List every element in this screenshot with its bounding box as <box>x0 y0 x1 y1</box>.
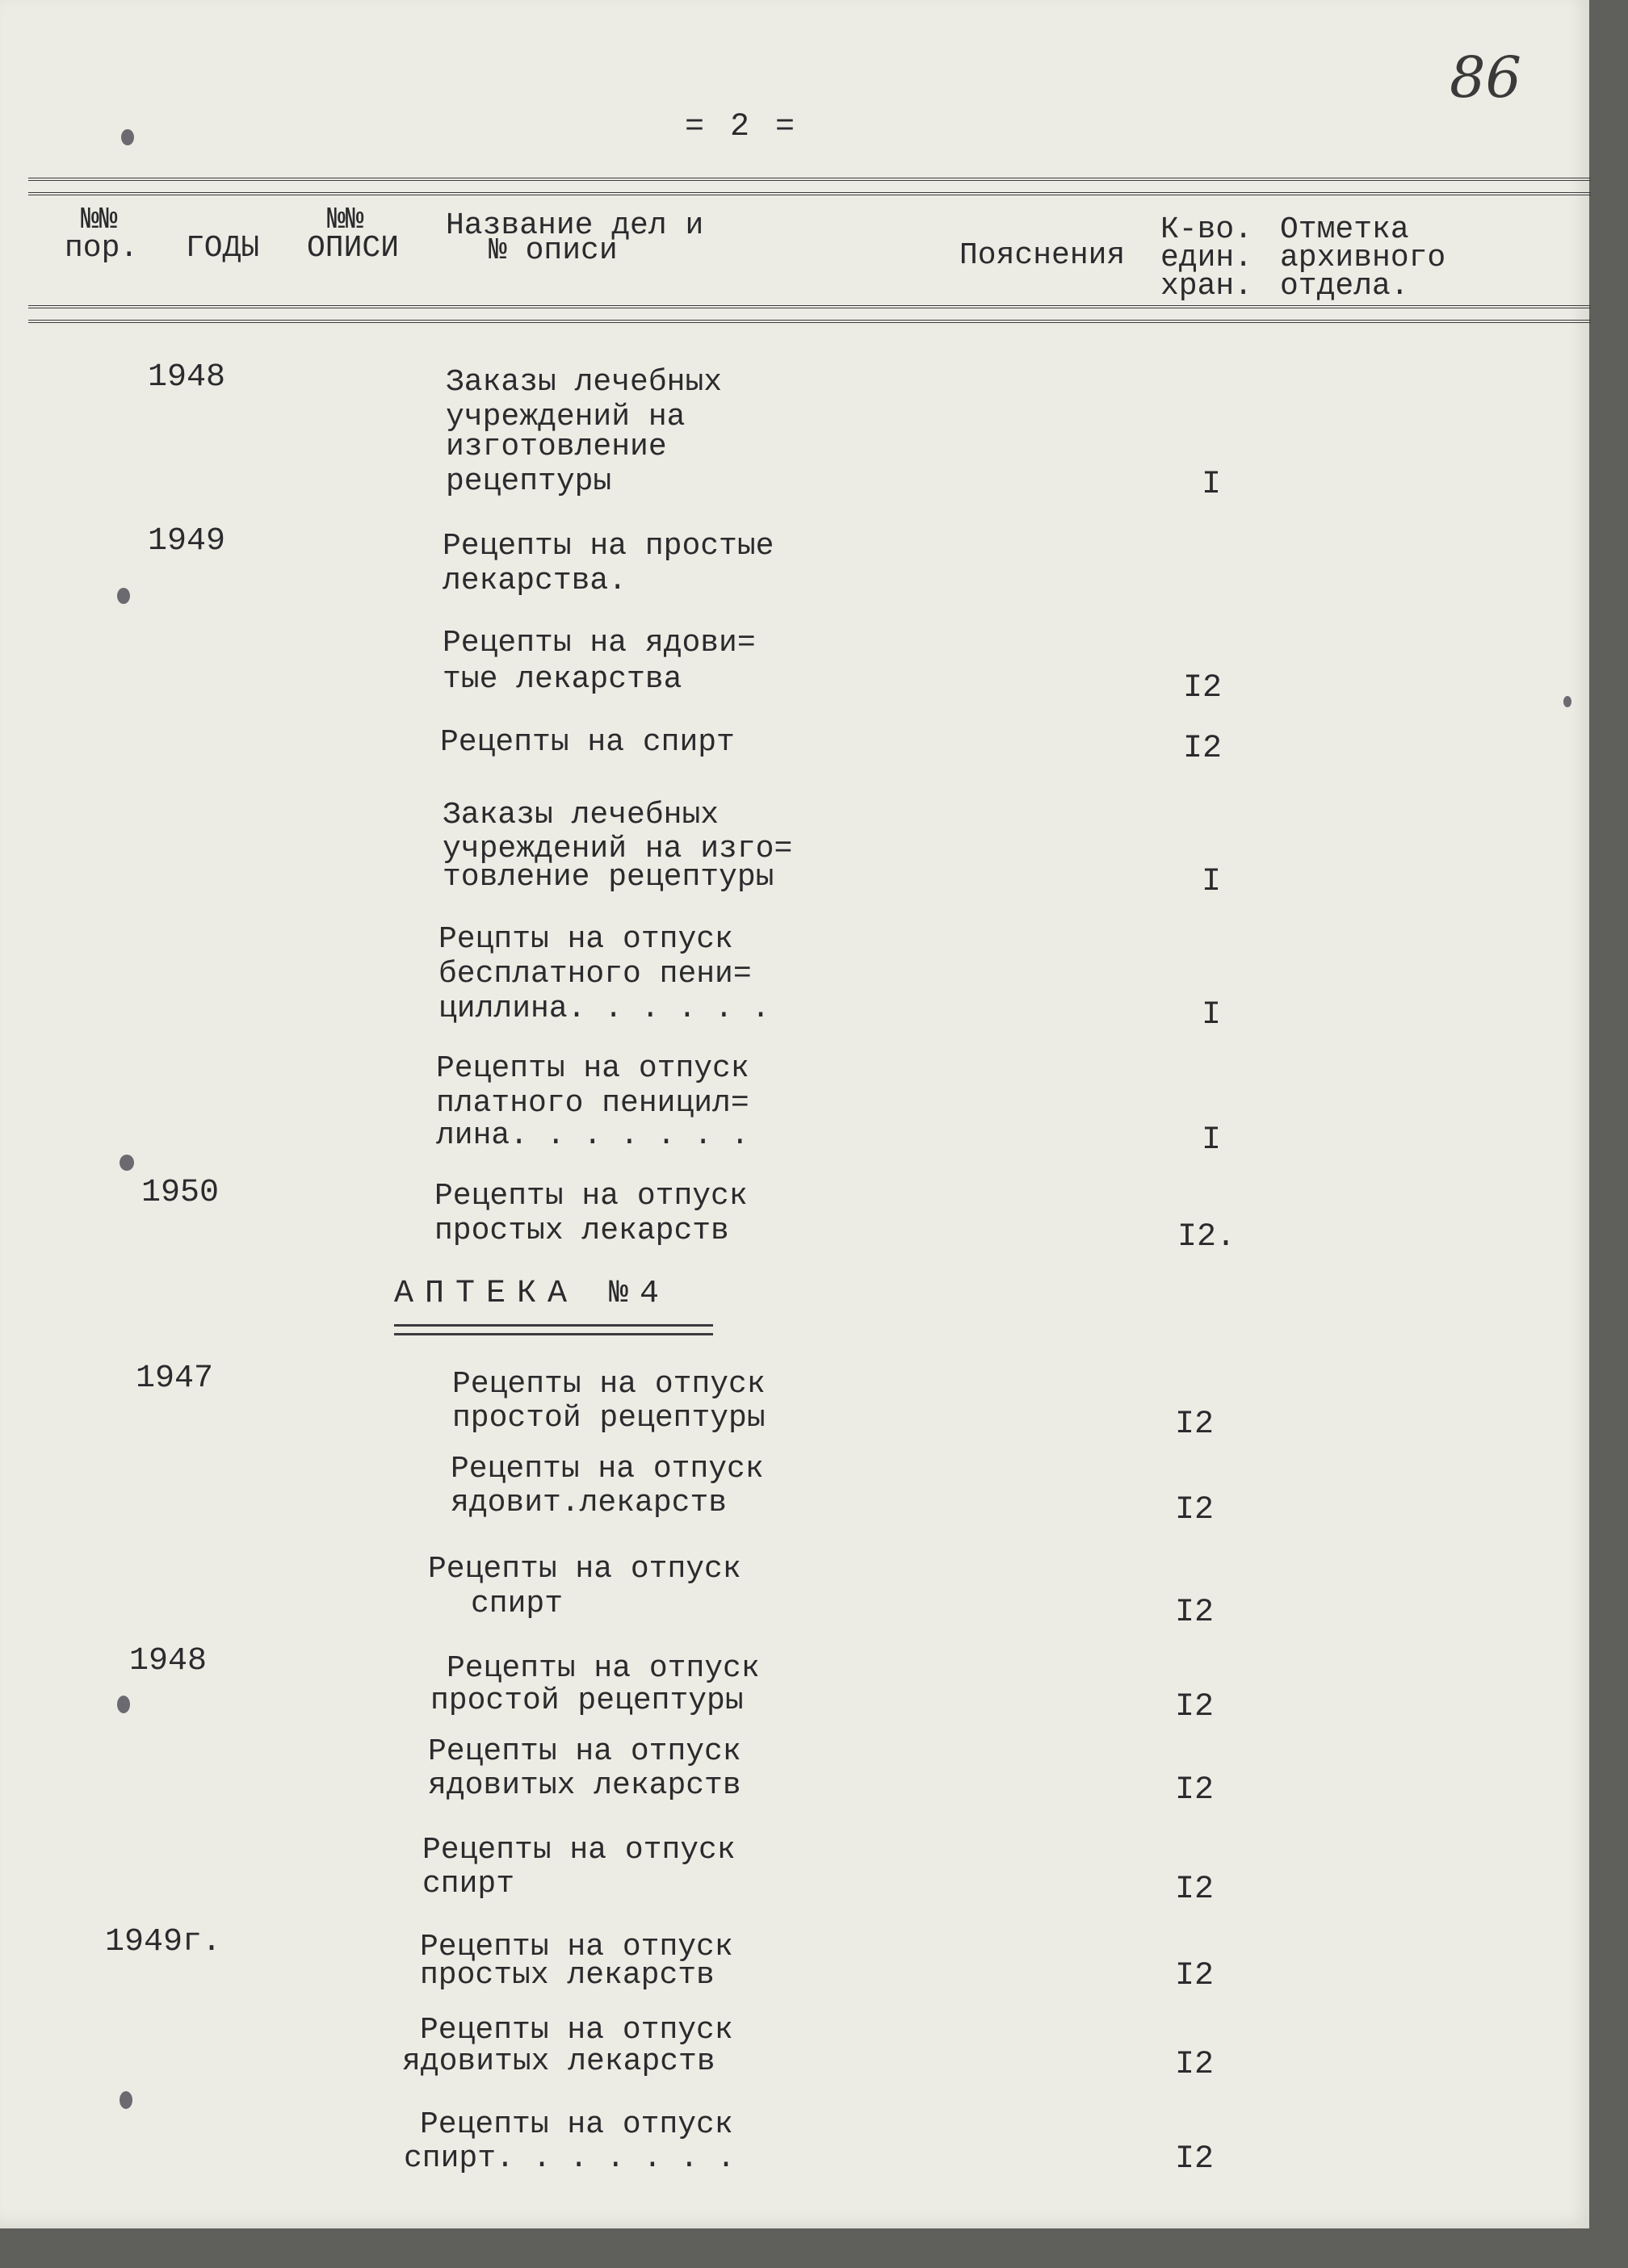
page-number: = 2 = <box>685 109 799 145</box>
row-year: 1947 <box>136 1360 214 1397</box>
row-title-line: Рецепты на отпуск <box>452 1367 766 1402</box>
section-underline <box>394 1324 713 1335</box>
row-title-line: простых лекарств <box>420 1958 715 1993</box>
row-qty: I2 <box>1183 670 1223 706</box>
row-qty: I2 <box>1175 1406 1215 1443</box>
row-title-line: Рецепты на отпуск <box>420 1930 733 1964</box>
row-title-line: Рецепты на отпуск <box>428 1734 741 1769</box>
header-bottom-rule <box>28 305 1591 323</box>
punch-hole-speck <box>120 2091 132 2109</box>
col-header-qty-3: хран. <box>1160 269 1253 304</box>
row-year: 1950 <box>141 1175 220 1211</box>
row-qty: I <box>1202 864 1222 900</box>
col-header-mark-3: отдела. <box>1280 269 1409 304</box>
row-year: 1949г. <box>105 1924 222 1960</box>
punch-hole-speck <box>117 588 130 604</box>
col-header-notes: Пояснения <box>959 238 1126 273</box>
row-title-line: тые лекарства <box>443 662 682 697</box>
punch-hole-speck <box>1563 696 1571 707</box>
row-title-line: платного пеницил= <box>436 1086 749 1121</box>
row-year: 1949 <box>148 523 226 560</box>
row-title-line: бесплатного пени= <box>438 957 752 991</box>
row-title-line: Рецепты на отпуск <box>428 1552 741 1587</box>
row-year: 1948 <box>148 359 226 396</box>
col-header-mark-1: Отметка <box>1280 212 1409 247</box>
col-header-title-2: № описи <box>489 233 618 268</box>
punch-hole-speck <box>120 1155 134 1171</box>
row-qty: I <box>1202 1122 1222 1159</box>
row-title-line: Рецепты на ядови= <box>443 626 756 660</box>
row-title-line: Рецепты на отпуск <box>451 1452 764 1486</box>
col-header-no-2: пор. <box>65 231 139 266</box>
row-title-line: Рецепты на отпуск <box>422 1833 736 1868</box>
row-title-line: ядовитых лекарств <box>402 2044 715 2079</box>
col-header-no-1: №№ <box>81 203 118 237</box>
row-title-line: Рецепты на отпуск <box>420 2107 733 2142</box>
row-title-line: Заказы лечебных <box>446 365 723 400</box>
row-title-line: учреждений на изго= <box>443 832 793 866</box>
row-title-line: Рецепты на отпуск <box>420 2013 733 2048</box>
row-title-line: Заказы лечебных <box>443 798 720 832</box>
row-title-line: спирт <box>422 1867 515 1901</box>
row-qty: I2 <box>1183 731 1223 767</box>
folio-number: 86 <box>1450 44 1522 111</box>
row-title-line: учреждений на <box>446 400 686 434</box>
row-title-line: простых лекарств <box>434 1214 729 1248</box>
row-title-line: лекарства. <box>443 564 627 598</box>
col-header-inventory-1: №№ <box>327 203 364 237</box>
row-title-line: Рецепты на простые <box>443 529 774 564</box>
row-title-line: циллина. . . . . . <box>438 991 770 1026</box>
row-title-line: Рецепты на спирт <box>440 725 735 760</box>
row-qty: I2 <box>1175 1772 1215 1809</box>
row-title-line: изготовление <box>446 430 667 464</box>
punch-hole-speck <box>121 129 134 145</box>
col-header-title-1: Название дел и <box>446 208 704 243</box>
section-title: АПТЕКА №4 <box>394 1276 671 1312</box>
col-header-qty-2: един. <box>1160 241 1253 275</box>
row-title-line: Рецепты на отпуск <box>434 1179 748 1214</box>
row-title-line: ядовитых лекарств <box>428 1768 741 1803</box>
row-qty: I2. <box>1177 1219 1236 1256</box>
row-qty: I2 <box>1175 1492 1215 1528</box>
row-title-line: рецептуры <box>446 464 612 499</box>
row-title-line: товление рецептуры <box>443 860 774 895</box>
col-header-inventory-2: ОПИСИ <box>307 231 400 266</box>
col-header-qty-1: К-во. <box>1160 212 1253 247</box>
row-qty: I2 <box>1175 2047 1215 2083</box>
row-title-line: Рецепты на отпуск <box>447 1651 760 1686</box>
row-qty: I2 <box>1175 1958 1215 1994</box>
col-header-mark-2: архивного <box>1280 241 1446 275</box>
row-title-line: ядовит.лекарств <box>451 1486 728 1520</box>
row-qty: I2 <box>1175 1689 1215 1725</box>
row-qty: I2 <box>1175 1872 1215 1908</box>
punch-hole-speck <box>117 1696 130 1713</box>
row-qty: I2 <box>1175 1595 1215 1631</box>
row-qty: I2 <box>1175 2141 1215 2178</box>
row-title-line: простой рецептуры <box>430 1683 744 1718</box>
row-title-line: простой рецептуры <box>452 1401 766 1436</box>
row-title-line: лина. . . . . . . <box>436 1118 749 1153</box>
row-year: 1948 <box>129 1643 208 1679</box>
row-title-line: Рецпты на отпуск <box>438 922 733 957</box>
row-qty: I <box>1202 997 1222 1033</box>
row-qty: I <box>1202 467 1222 503</box>
row-title-line: Рецепты на отпуск <box>436 1051 749 1086</box>
row-title-line: спирт. . . . . . . <box>404 2141 736 2176</box>
header-top-rule <box>28 178 1591 195</box>
row-title-line: спирт <box>471 1587 564 1621</box>
col-header-years: ГОДЫ <box>186 231 260 266</box>
